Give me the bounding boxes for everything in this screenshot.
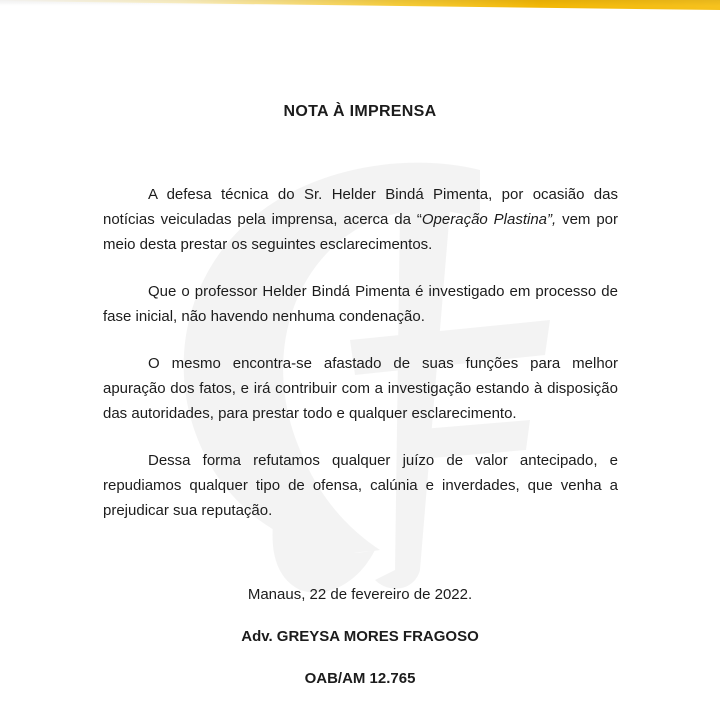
paragraph-1: [103, 182, 618, 257]
oab-registration: OAB/AM 12.765: [304, 670, 416, 687]
document-title: NOTA À IMPRENSA: [283, 103, 437, 120]
document-body: [103, 182, 618, 545]
paragraph-4: Dessa forma refutamos qualquer juízo de valor antecipado, e repudiamos qualquer tipo de ofensa, calúnia e inverdades, que venha a prejudicar sua reputação.: [103, 452, 618, 519]
signer-name: Adv. GREYSA MORES FRAGOSO: [241, 628, 479, 645]
paragraph-2: Que o professor Helder Bindá Pimenta é investigado em processo de fase inicial, não havendo nenhuma condenação.: [103, 283, 618, 325]
paragraph-1-text-b: vem por meio desta prestar os seguintes esclarecimentos.: [103, 211, 618, 253]
operation-name: Operação Plastina”,: [421, 211, 557, 228]
top-band-shadow: [0, 0, 720, 6]
paragraph-1-text-a: A defesa técnica do Sr. Helder Bindá Pimenta, por ocasião das notícias veiculadas pela imprensa, acerca da “: [103, 186, 618, 228]
date-line: Manaus, 22 de fevereiro de 2022.: [247, 586, 473, 603]
paragraph-3: O mesmo encontra-se afastado de suas funções para melhor apuração dos fatos, e irá contribuir com a investigação estando à disposição das autoridades, para prestar todo e qualquer esclarecimento.: [103, 355, 618, 422]
